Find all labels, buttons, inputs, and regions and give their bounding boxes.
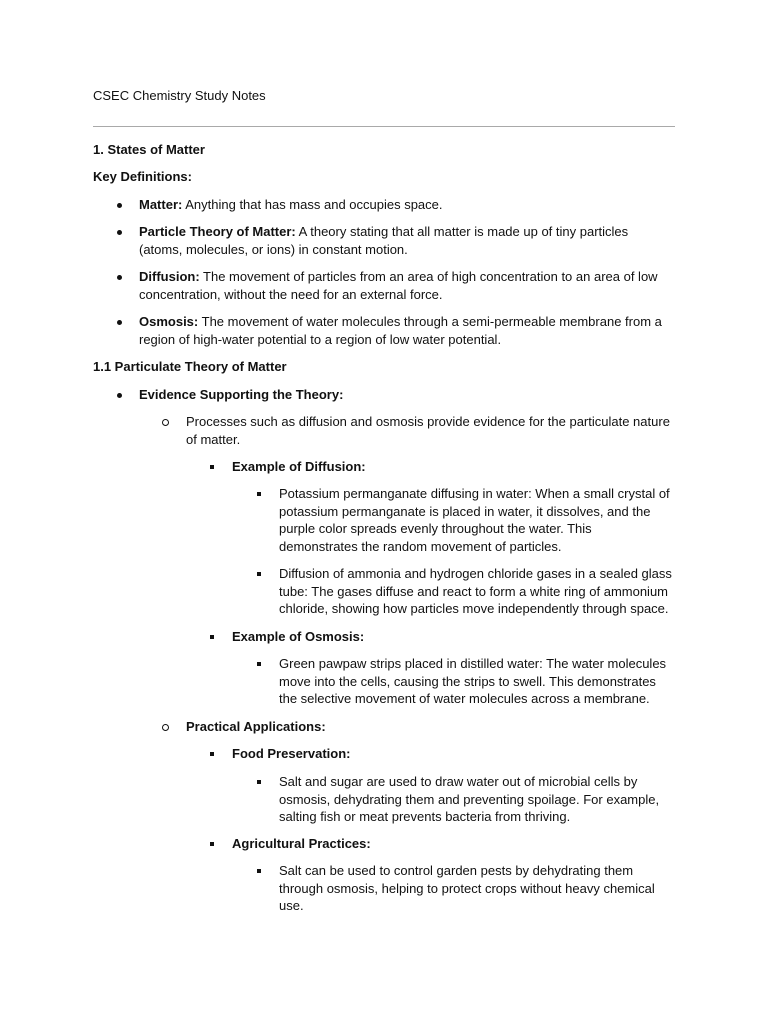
food-preservation-item: Salt and sugar are used to draw water out of microbial cells by osmosis, dehydrating them and preventing spoilage. For example, salting fish or meat prevents bacteria from thriving.: [279, 774, 660, 824]
bullet-square: [206, 745, 218, 756]
definition-text: A theory stating that all matter is made up of tiny particles (atoms, molecules, or ions) in constant motion.: [139, 224, 629, 257]
diffusion-example-item: Potassium permanganate diffusing in water: When a small crystal of potassium permanganate is placed in water, it dissolves, and the purple color spreads evenly throughout the water. This demonstrates the random movement of particles.: [279, 486, 670, 554]
horizontal-divider: [93, 126, 675, 127]
bullet-square: [253, 862, 265, 873]
definition-text: Anything that has mass and occupies space.: [182, 197, 443, 212]
bullet-square: [206, 458, 218, 469]
bullet-circle: [159, 413, 171, 426]
agricultural-practices-label: Agricultural Practices:: [232, 836, 371, 851]
definition-item-particle-theory: [139, 223, 669, 258]
document-title: CSEC Chemistry Study Notes: [93, 88, 266, 103]
osmosis-example-label: Example of Osmosis:: [232, 629, 365, 644]
bullet-disc: [113, 223, 125, 235]
bullet-square: [206, 835, 218, 846]
bullet-disc: [113, 268, 125, 280]
evidence-intro: Processes such as diffusion and osmosis provide evidence for the particulate nature of matter.: [186, 414, 670, 447]
definition-item-matter: [139, 196, 669, 214]
bullet-circle: [159, 718, 171, 731]
osmosis-example-item: Green pawpaw strips placed in distilled water: The water molecules move into the cells, causing the strips to swell. This demonstrates the selective movement of water molecules across a membrane.: [279, 656, 667, 706]
bullet-square: [253, 773, 265, 784]
section-1-1-heading: 1.1 Particulate Theory of Matter: [93, 359, 287, 374]
section-1-heading: 1. States of Matter: [93, 142, 205, 157]
agricultural-practices-item: Salt can be used to control garden pests by dehydrating them through osmosis, helping to protect crops without heavy chemical use.: [279, 863, 655, 913]
bullet-square: [253, 655, 265, 666]
definition-item-osmosis: [139, 313, 669, 348]
definition-term: Diffusion:: [139, 269, 200, 284]
definition-term: Matter:: [139, 197, 183, 212]
definition-item-diffusion: [139, 268, 669, 303]
definition-text: The movement of particles from an area of high concentration to an area of low concentration, without the need for an external force.: [139, 269, 658, 302]
bullet-square: [253, 565, 265, 576]
bullet-square: [253, 485, 265, 496]
bullet-disc: [113, 313, 125, 325]
definition-text: The movement of water molecules through a semi-permeable membrane from a region of high-water potential to a region of low water potential.: [139, 314, 662, 347]
practical-applications-label: Practical Applications:: [186, 719, 326, 734]
evidence-label: Evidence Supporting the Theory:: [139, 387, 344, 402]
food-preservation-label: Food Preservation:: [232, 746, 351, 761]
diffusion-example-item: Diffusion of ammonia and hydrogen chloride gases in a sealed glass tube: The gases diffuse and react to form a white ring of ammonium chloride, showing how particles move independently through space.: [279, 566, 672, 616]
bullet-disc: [113, 386, 125, 398]
key-definitions-label: Key Definitions:: [93, 169, 192, 184]
diffusion-example-label: Example of Diffusion:: [232, 459, 366, 474]
definition-term: Particle Theory of Matter:: [139, 224, 296, 239]
bullet-square: [206, 628, 218, 639]
bullet-disc: [113, 196, 125, 208]
definition-term: Osmosis:: [139, 314, 199, 329]
